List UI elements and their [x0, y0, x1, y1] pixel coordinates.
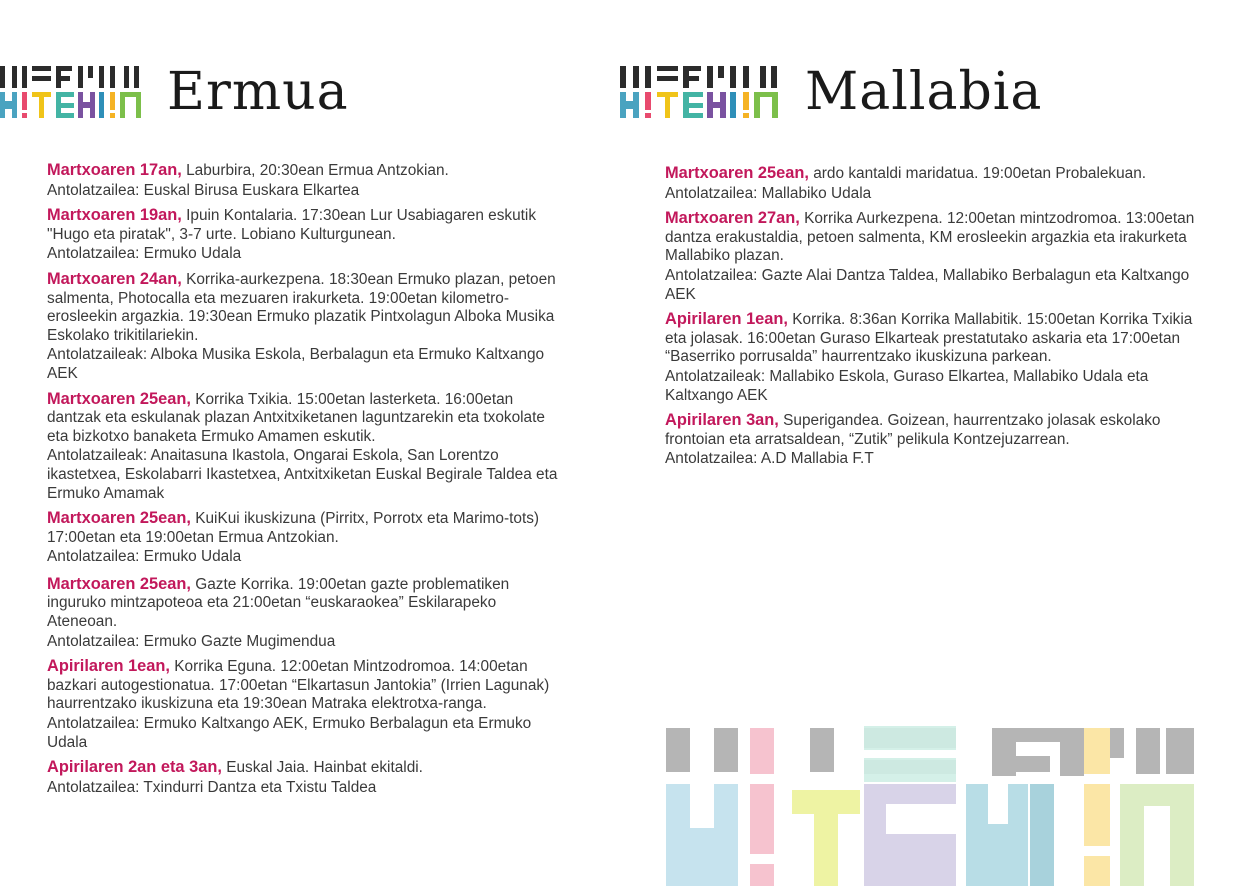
event-item: [47, 575, 567, 651]
left-page: [0, 0, 600, 886]
event-item: [47, 206, 567, 264]
event-item: [665, 164, 1195, 203]
event-organizer: Antolatzailea: A.D Mallabia F.T: [665, 450, 874, 468]
event-organizer: Antolatzailea: Euskal Birusa Euskara Elkartea: [47, 181, 360, 199]
event-organizer: Antolatzailea: Gazte Alai Dantza Taldea, Mallabiko Berbalagun eta Kaltxango AEK: [665, 266, 1190, 303]
event-date: Martxoaren 17an,: [47, 161, 182, 179]
event-item: [47, 657, 567, 752]
event-date: Martxoaren 25ean,: [47, 389, 191, 408]
event-date: Martxoaren 19an,: [47, 206, 182, 225]
event-organizer: Antolatzailea: Ermuko Udala: [47, 245, 242, 263]
event-description: Korrika. 8:36an Korrika Mallabitik. 15:00etan Korrika Txikia eta jolasak. 16:00etan Guraso Elkarteak prestatutako askaria eta 17:00etan “Baserriko porrusalda” haurrentzako ikuskizuna parkean.: [665, 311, 1193, 366]
right-header: [618, 52, 1042, 132]
hitzekin-logo: [618, 64, 781, 120]
event-item: [47, 758, 567, 797]
event-date: Martxoaren 24an,: [47, 269, 182, 288]
event-organizer: Antolatzailea: Ermuko Gazte Mugimendua: [47, 632, 336, 650]
event-item: [47, 161, 567, 200]
event-organizer: Antolatzailea: Mallabiko Udala: [665, 184, 872, 202]
event-date: Martxoaren 25ean,: [47, 509, 191, 528]
event-date: Martxoaren 25ean,: [665, 164, 809, 182]
event-description: Korrika-aurkezpena. 18:30ean Ermuko plazan, petoen salmenta, Photocalla eta mezuaren irakurketa. 19:00etan kilometro-erosleekin argazkia. 19:30ean Ermuko plazatik Pintxolagun Alboka Musika Eskolako trikitilariekin.: [47, 270, 556, 344]
event-description: Korrika Eguna. 12:00etan Mintzodromoa. 14:00etan bazkari autogestionatua. 17:00etan “Elkartasun Jantokia” (Irrien Lagunak) haurrentzako ikuskizuna eta 19:30ean Matraka elektrotxa-ranga.: [47, 658, 550, 713]
event-list-ermua: [47, 161, 567, 803]
event-organizer: Antolatzaileak: Mallabiko Eskola, Guraso Elkartea, Mallabiko Udala eta Kaltxango AEK: [665, 367, 1149, 404]
event-item: [665, 310, 1195, 405]
event-organizer: Antolatzailea: Ermuko Udala: [47, 548, 242, 566]
event-date: Martxoaren 25ean,: [47, 574, 191, 593]
event-item: [47, 270, 567, 384]
event-date: Apirilaren 1ean,: [665, 310, 788, 329]
event-organizer: Antolatzaileak: Anaitasuna Ikastola, Ongarai Eskola, San Lorentzo ikastetxea, Eskolabarri Ikastetxea, Antxitxiketan Euskal Begirale Taldea eta Ermuko Amamak: [47, 447, 558, 502]
event-item: [665, 411, 1195, 469]
event-date: Apirilaren 2an eta 3an,: [47, 758, 222, 777]
event-organizer: Antolatzaileak: Alboka Musika Eskola, Berbalagun eta Ermuko Kaltxango AEK: [47, 346, 545, 382]
hitzekin-logo: [0, 64, 143, 120]
event-date: Apirilaren 1ean,: [47, 657, 170, 676]
event-date: Martxoaren 27an,: [665, 209, 800, 228]
event-date: Apirilaren 3an,: [665, 411, 779, 430]
event-item: [47, 509, 567, 567]
event-description: Superigandea. Goizean, haurrentzako jolasak eskolako frontoian eta arratsaldean, “Zutik” pelikula Kontzejuzarrean.: [665, 412, 1161, 448]
town-title-mallabia: Mallabia: [805, 62, 1043, 122]
event-description: Korrika Txikia. 15:00etan lasterketa. 16:00etan dantzak eta eskulanak plazan Antxitxiketanen laguntzarekin eta txokolate eta bizkotxo banaketa Ermuko Amamen eskutik.: [47, 390, 545, 445]
event-description: Gazte Korrika. 19:00etan gazte problematiken inguruko mintzapoteoa eta 21:00etan “euskaraokea” Eskilarapeko Ateneoan.: [47, 575, 510, 631]
event-description: Ipuin Kontalaria. 17:30ean Lur Usabiagaren eskutik "Hugo eta piratak", 3-7 urte. Lobiano Kulturgunean.: [47, 207, 537, 243]
event-description: ardo kantaldi maridatua. 19:00etan Probalekuan.: [813, 165, 1147, 182]
town-title-ermua: Ermua: [167, 62, 349, 122]
event-description: Euskal Jaia. Hainbat ekitaldi.: [226, 759, 423, 777]
event-list-mallabia: [665, 164, 1195, 475]
event-organizer: Antolatzailea: Txindurri Dantza eta Txistu Taldea: [47, 778, 377, 796]
event-item: [47, 390, 567, 504]
event-description: Korrika Aurkezpena. 12:00etan mintzodromoa. 13:00etan dantza erakustaldia, petoen salmenta, KM erosleekin argazkia eta irakurketa Mallabiko plazan.: [665, 210, 1195, 265]
event-description: KuiKui ikuskizuna (Pirritx, Porrotx eta Marimo-tots) 17:00etan eta 19:00etan Ermua Antzokian.: [47, 510, 540, 546]
event-item: [665, 209, 1195, 304]
event-description: Laburbira, 20:30ean Ermua Antzokian.: [186, 162, 449, 179]
hitzekin-decorative-logo: [666, 726, 1194, 886]
left-header: [0, 52, 349, 132]
event-organizer: Antolatzailea: Ermuko Kaltxango AEK, Ermuko Berbalagun eta Ermuko Udala: [47, 715, 532, 751]
